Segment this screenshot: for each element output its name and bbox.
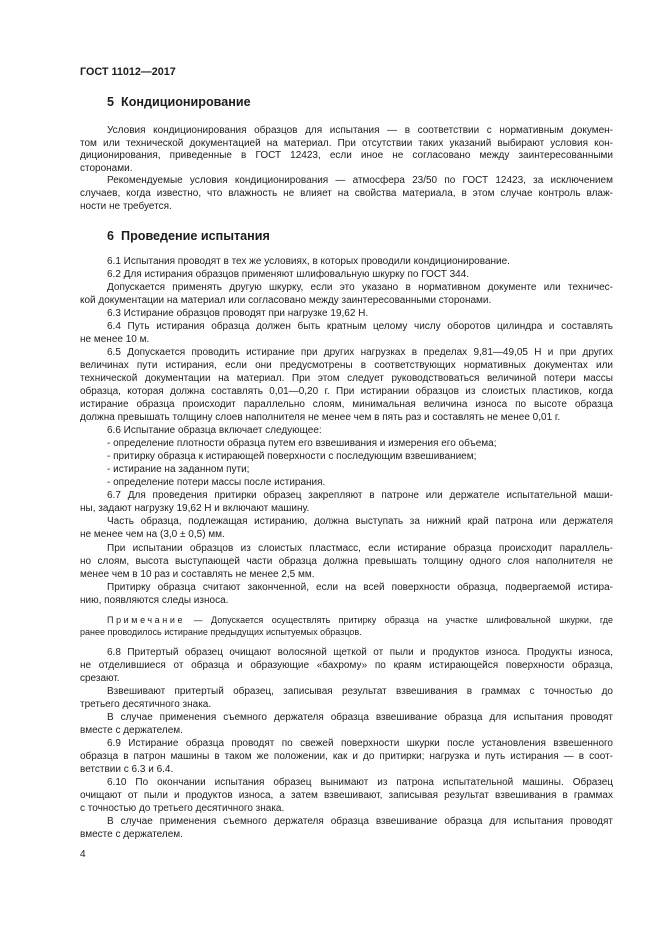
text-line: вместе с держателем. [80, 829, 183, 841]
recommended-conditions-paragraph [80, 175, 613, 213]
text-line: нию, появляются следы износа. [80, 594, 229, 606]
section-6-heading [80, 229, 613, 243]
text-line: ны, задают нагрузку 19,62 Н и включают машину. [80, 503, 310, 515]
clause-6-6 [80, 424, 613, 437]
text-line: величинах пути истирания, если они предусмотрены в соответствующих нормативных документах или [80, 359, 613, 371]
clause-6-10-holder [80, 815, 613, 841]
text-line: случаев, когда известно, что влажность не влияет на свойства материала, в этом случае контроль влаж- [80, 187, 613, 199]
clause-6-7 [80, 489, 613, 515]
list-item [80, 463, 613, 476]
text-line: 6.2 Для истирания образцов применяют шлифовальную шкурку по ГОСТ 344. [107, 268, 470, 280]
page-number: 4 [80, 849, 86, 860]
text-line: - определение плотности образца путем его взвешивания и измерения его объема; [107, 438, 497, 450]
note [80, 615, 613, 638]
clause-6-7-protrusion [80, 515, 613, 541]
section-title: Кондиционирование [121, 95, 251, 109]
text-line: вместе с держателем. [80, 724, 183, 736]
clause-6-8-weighing [80, 685, 613, 711]
text-line: Условия кондиционирования образцов для испытания — в соответствии с нормативным докумен- [107, 125, 613, 136]
text-line: При испытании образцов из слоистых пластмасс, если истирание образца происходит параллель- [107, 542, 613, 554]
section-5-heading [80, 95, 613, 109]
text-line: ранее проводилось истирание предыдущих испытуемых образцов. [80, 626, 362, 637]
clause-6-4 [80, 320, 613, 346]
text-line: 6.8 Притертый образец очищают волосяной щеткой от пыли и продуктов износа. Продукты износа, [107, 646, 613, 658]
clause-6-3 [80, 307, 613, 320]
text-line: 6.3 Истирание образцов проводят при нагрузке 19,62 Н. [107, 307, 369, 319]
section-6-body [80, 255, 613, 607]
text-line: - определение потери массы после истирания. [107, 477, 326, 489]
text-line: Часть образца, подлежащая истиранию, должна выступать за нижний край патрона или держателя [107, 516, 613, 528]
note-label: Примечание [107, 615, 186, 625]
text-line: В случае применения съемного держателя образца взвешивание образца для испытания проводят [107, 711, 613, 723]
section-6-body-continued [80, 646, 613, 842]
list-item [80, 450, 613, 463]
standard-designation: ГОСТ 11012—2017 [80, 66, 176, 78]
text-line: менее чем в 10 раз и составлять не менее 2,5 мм. [80, 568, 315, 580]
list-item [80, 476, 613, 489]
text-line: 6.9 Истирание образца проводят по свежей поверхности шкурки после установления взвешенного [107, 737, 613, 749]
text-line: - притирку образца к истирающей поверхности с последующим взвешиванием; [107, 451, 477, 463]
clause-6-7-completion [80, 581, 613, 607]
clause-6-10 [80, 776, 613, 815]
page-footer [80, 849, 613, 861]
text-line: Рекомендуемые условия кондиционирования — атмосфера 23/50 по ГОСТ 12423, за исключением [107, 175, 613, 187]
text-line: 6.1 Испытания проводят в тех же условиях, в которых проводили кондиционирование. [107, 255, 510, 267]
text-line: Взвешивают притертый образец, записывая результат взвешивания в граммах с точностью до [107, 685, 613, 697]
text-line: ности не требуется. [80, 200, 172, 212]
text-line: 6.6 Испытание образца включает следующее: [107, 425, 322, 437]
text-line: третьего десятичного знака. [80, 698, 212, 710]
conditioning-paragraph [80, 125, 613, 175]
text-line: не менее 10 м. [80, 333, 150, 345]
text-line: технической документации на материал. При этом следует руководствоваться величиной потери массы [80, 372, 613, 384]
text-line: сторонами. [80, 162, 133, 174]
text-line: кой документации на материал или согласовано между заинтересованными сторонами. [80, 294, 492, 306]
text-line: образца, которая должна составлять 0,01—0,20 г. При истирании образцов из слоистых пластиков, когда [80, 385, 613, 397]
section-number: 6 [107, 229, 115, 243]
section-title: Проведение испытания [121, 229, 270, 243]
text-line: 6.5 Допускается проводить истирание при других нагрузках в пределах 9,81—49,05 Н и при других [107, 346, 613, 358]
text-line: 6.4 Путь истирания образца должен быть кратным целому числу оборотов цилиндра и составлять [107, 320, 613, 332]
section-5-body [80, 125, 613, 213]
clause-6-7-laminates [80, 542, 613, 581]
text-line: Притирку образца считают законченной, если на всей поверхности образца, подвергаемой истира- [107, 581, 613, 593]
text-line: образца в патрон машины в таком же положении, как и до притирки; нагрузка и путь истирания — в соот- [80, 750, 613, 762]
text-line [80, 615, 613, 627]
text-line: ветствии с 6.3 и 6.4. [80, 763, 174, 775]
text-line: не отделившиеся от образца и образующие «бахрому» по краям истирающейся поверхности образца, [80, 659, 613, 671]
clause-6-8 [80, 646, 613, 685]
text-line: 6.10 По окончании испытания образец вынимают из патрона испытательной машины. Образец [107, 776, 613, 788]
text-line: не менее чем на (3,0 ± 0,5) мм. [80, 529, 225, 541]
note-text: — Допускается осуществлять притирку образца на участке шлифовальной шкурки, где [193, 615, 613, 625]
text-line: диционирования, приведенные в ГОСТ 12423, если иное не согласовано между заинтересованными [80, 150, 613, 162]
section-number: 5 [107, 95, 115, 109]
clause-6-2 [80, 268, 613, 281]
text-line: с точностью до третьего десятичного знака. [80, 803, 285, 815]
text-line: должна превышать толщину слоев наполнителя не менее чем в пять раз и составлять не менее 0,01 г. [80, 412, 561, 424]
running-header [80, 66, 613, 78]
clause-6-5 [80, 346, 613, 424]
text-line: В случае применения съемного держателя образца взвешивание образца для испытания проводят [107, 816, 613, 828]
text-line: срезают. [80, 672, 120, 684]
clause-6-2-allowance [80, 281, 613, 307]
clause-6-8-holder [80, 711, 613, 737]
list-item [80, 437, 613, 450]
text-line: очищают от пыли и продуктов износа, а затем взвешивают, записывая результат взвешивания в граммах [80, 790, 613, 802]
text-line: но слоям, высота выступающей части образца должна превышать толщину одного слоя наполнителя не [80, 555, 613, 567]
text-line: том или технической документацией на материал. При отсутствии таких указаний выбирают условия кон- [80, 137, 613, 149]
clause-6-9 [80, 737, 613, 776]
text-line: истирание образца происходит параллельно слоям, минимальная величина износа по высоте образца [80, 399, 613, 411]
text-line: - истирание на заданном пути; [107, 464, 250, 476]
text-line: Допускается применять другую шкурку, если это указано в нормативном документе или техничес- [107, 281, 613, 293]
clause-6-1 [80, 255, 613, 268]
text-line: 6.7 Для проведения притирки образец закрепляют в патроне или держателе испытательной маши- [107, 490, 613, 502]
